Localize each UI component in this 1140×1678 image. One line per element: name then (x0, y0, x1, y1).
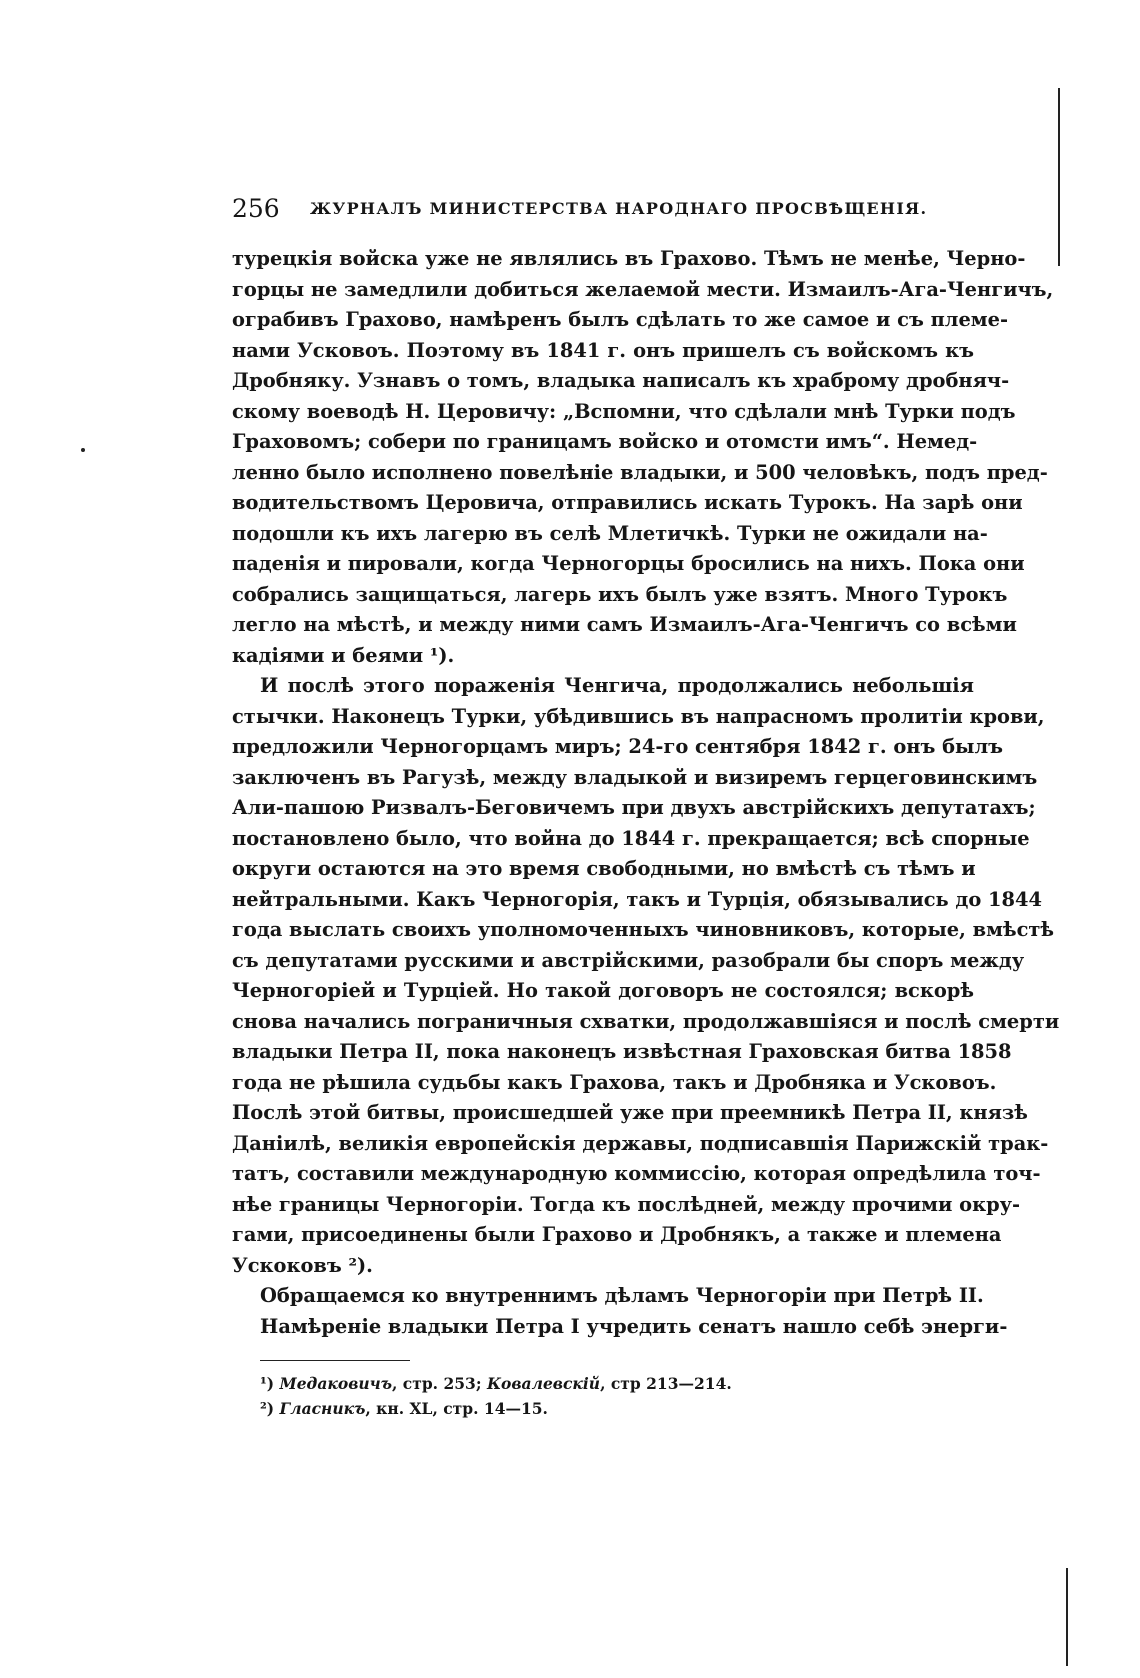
text-line: И послѣ этого пораженія Ченгича, продолжались небольшія (260, 674, 974, 697)
text-line: предложили Черногорцамъ миръ; 24-го сентября 1842 г. онъ былъ (232, 735, 1004, 758)
text-line: Даніилѣ, великія европейскія державы, подписавшія Парижскій трак- (232, 1131, 1049, 1155)
text-line: водительствомъ Церовича, отправились искать Турокъ. На зарѣ они (232, 491, 1023, 514)
footnote-pages: , стр 213—214. (600, 1374, 732, 1393)
text-line: собрались защищаться, лагерь ихъ былъ уже взятъ. Много Турокъ (232, 582, 1008, 606)
footnote (232, 1371, 974, 1396)
scan-edge-mark (1058, 88, 1060, 266)
text-line: нейтральными. Какъ Черногорія, такъ и Турція, обязывались до 1844 (232, 887, 1043, 911)
footnotes (232, 1371, 974, 1421)
text-line: скому воеводѣ Н. Церовичу: „Вспомни, что сдѣлали мнѣ Турки подъ (232, 399, 1016, 423)
text-line: стычки. Наконецъ Турки, убѣдившись въ напрасномъ пролитіи крови, (232, 704, 1045, 728)
text-line: паденія и пировали, когда Черногорцы бросились на нихъ. Пока они (232, 552, 1025, 575)
text-line: Обращаемся ко внутреннимъ дѣламъ Черногоріи при Петрѣ II. (260, 1284, 984, 1307)
text-line: турецкія войска уже не являлись въ Грахово. Тѣмъ не менѣе, Черно- (232, 247, 1026, 270)
text-line: округи остаются на это время свободными, но вмѣстѣ съ тѣмъ и (232, 857, 976, 880)
journal-title: ЖУРНАЛЪ МИНИСТЕРСТВА НАРОДНАГО ПРОСВѢЩЕНІЯ. (310, 199, 928, 218)
text-line: года не рѣшила судьбы какъ Грахова, такъ и Дробняка и Усковоъ. (232, 1070, 997, 1094)
footnote-pages: , стр. 253; (392, 1374, 487, 1393)
footnote-pages: , кн. XL, стр. 14—15. (365, 1399, 548, 1418)
scan-edge-mark (1066, 1568, 1068, 1666)
text-line: Дробняку. Узнавъ о томъ, владыка написалъ къ храброму дробняч- (232, 369, 1010, 392)
footnote (232, 1396, 974, 1421)
book-page (232, 194, 1060, 1421)
text-line: заключенъ въ Рагузѣ, между владыкой и визиремъ герцеговинскимъ (232, 765, 1038, 789)
text-line: постановлено было, что война до 1844 г. прекращается; всѣ спорные (232, 826, 1030, 850)
text-line: Послѣ этой битвы, происшедшей уже при преемникѣ Петра II, князѣ (232, 1101, 1028, 1124)
text-line: съ депутатами русскими и австрійскими, разобрали бы споръ между (232, 948, 1025, 972)
text-line: снова начались пограничныя схватки, продолжавшіяся и послѣ смерти (232, 1009, 1060, 1033)
text-line: владыки Петра II, пока наконецъ извѣстная Граховская битва 1858 (232, 1040, 1012, 1063)
text-line: гами, присоединены были Грахово и Дробнякъ, а также и племена (232, 1223, 1002, 1246)
page-number: 256 (232, 194, 280, 223)
text-line: Намѣреніе владыки Петра I учредить сенатъ нашло себѣ энерги- (260, 1314, 1008, 1338)
text-line: подошли къ ихъ лагерю въ селѣ Млетичкѣ. Турки не ожидали на- (232, 521, 988, 545)
body-text (232, 244, 1060, 1342)
text-line: татъ, составили международную коммиссію, которая опредѣлила точ- (232, 1162, 1041, 1185)
text-line: горцы не замедлили добиться желаемой мести. Измаилъ-Ага-Ченгичъ, (232, 277, 1054, 301)
scan-speck (81, 448, 85, 452)
text-line: Ускоковъ ²). (232, 1253, 373, 1277)
footnote-marker: ²) (260, 1399, 275, 1418)
text-line: кадіями и беями ¹). (232, 643, 455, 667)
text-line: ограбивъ Грахово, намѣренъ былъ сдѣлать то же самое и съ племе- (232, 308, 1009, 331)
text-line: нѣе границы Черногоріи. Тогда къ послѣдней, между прочими окру- (232, 1192, 1021, 1216)
running-head (232, 194, 974, 224)
text-line: Али-пашою Ризвалъ-Беговичемъ при двухъ австрійскихъ депутатахъ; (232, 796, 1036, 819)
footnote-source: Гласникъ (279, 1399, 366, 1418)
text-line: нами Усковоъ. Поэтому въ 1841 г. онъ пришелъ съ войскомъ къ (232, 338, 974, 362)
text-line: Граховомъ; собери по границамъ войско и отомсти имъ“. Немед- (232, 430, 978, 453)
footnote-marker: ¹) (260, 1374, 275, 1393)
text-line: года выслать своихъ уполномоченныхъ чиновниковъ, которые, вмѣстѣ (232, 918, 1055, 941)
footnote-source: Ковалевскій (486, 1374, 601, 1393)
footnote-rule (260, 1360, 410, 1361)
text-line: ленно было исполнено повелѣніе владыки, и 500 человѣкъ, подъ пред- (232, 460, 1048, 484)
footnote-source: Медаковичъ (279, 1374, 392, 1393)
text-line: легло на мѣстѣ, и между ними самъ Измаилъ-Ага-Ченгичъ со всѣми (232, 613, 1017, 636)
text-line: Черногоріей и Турціей. Но такой договоръ не состоялся; вскорѣ (232, 979, 974, 1002)
